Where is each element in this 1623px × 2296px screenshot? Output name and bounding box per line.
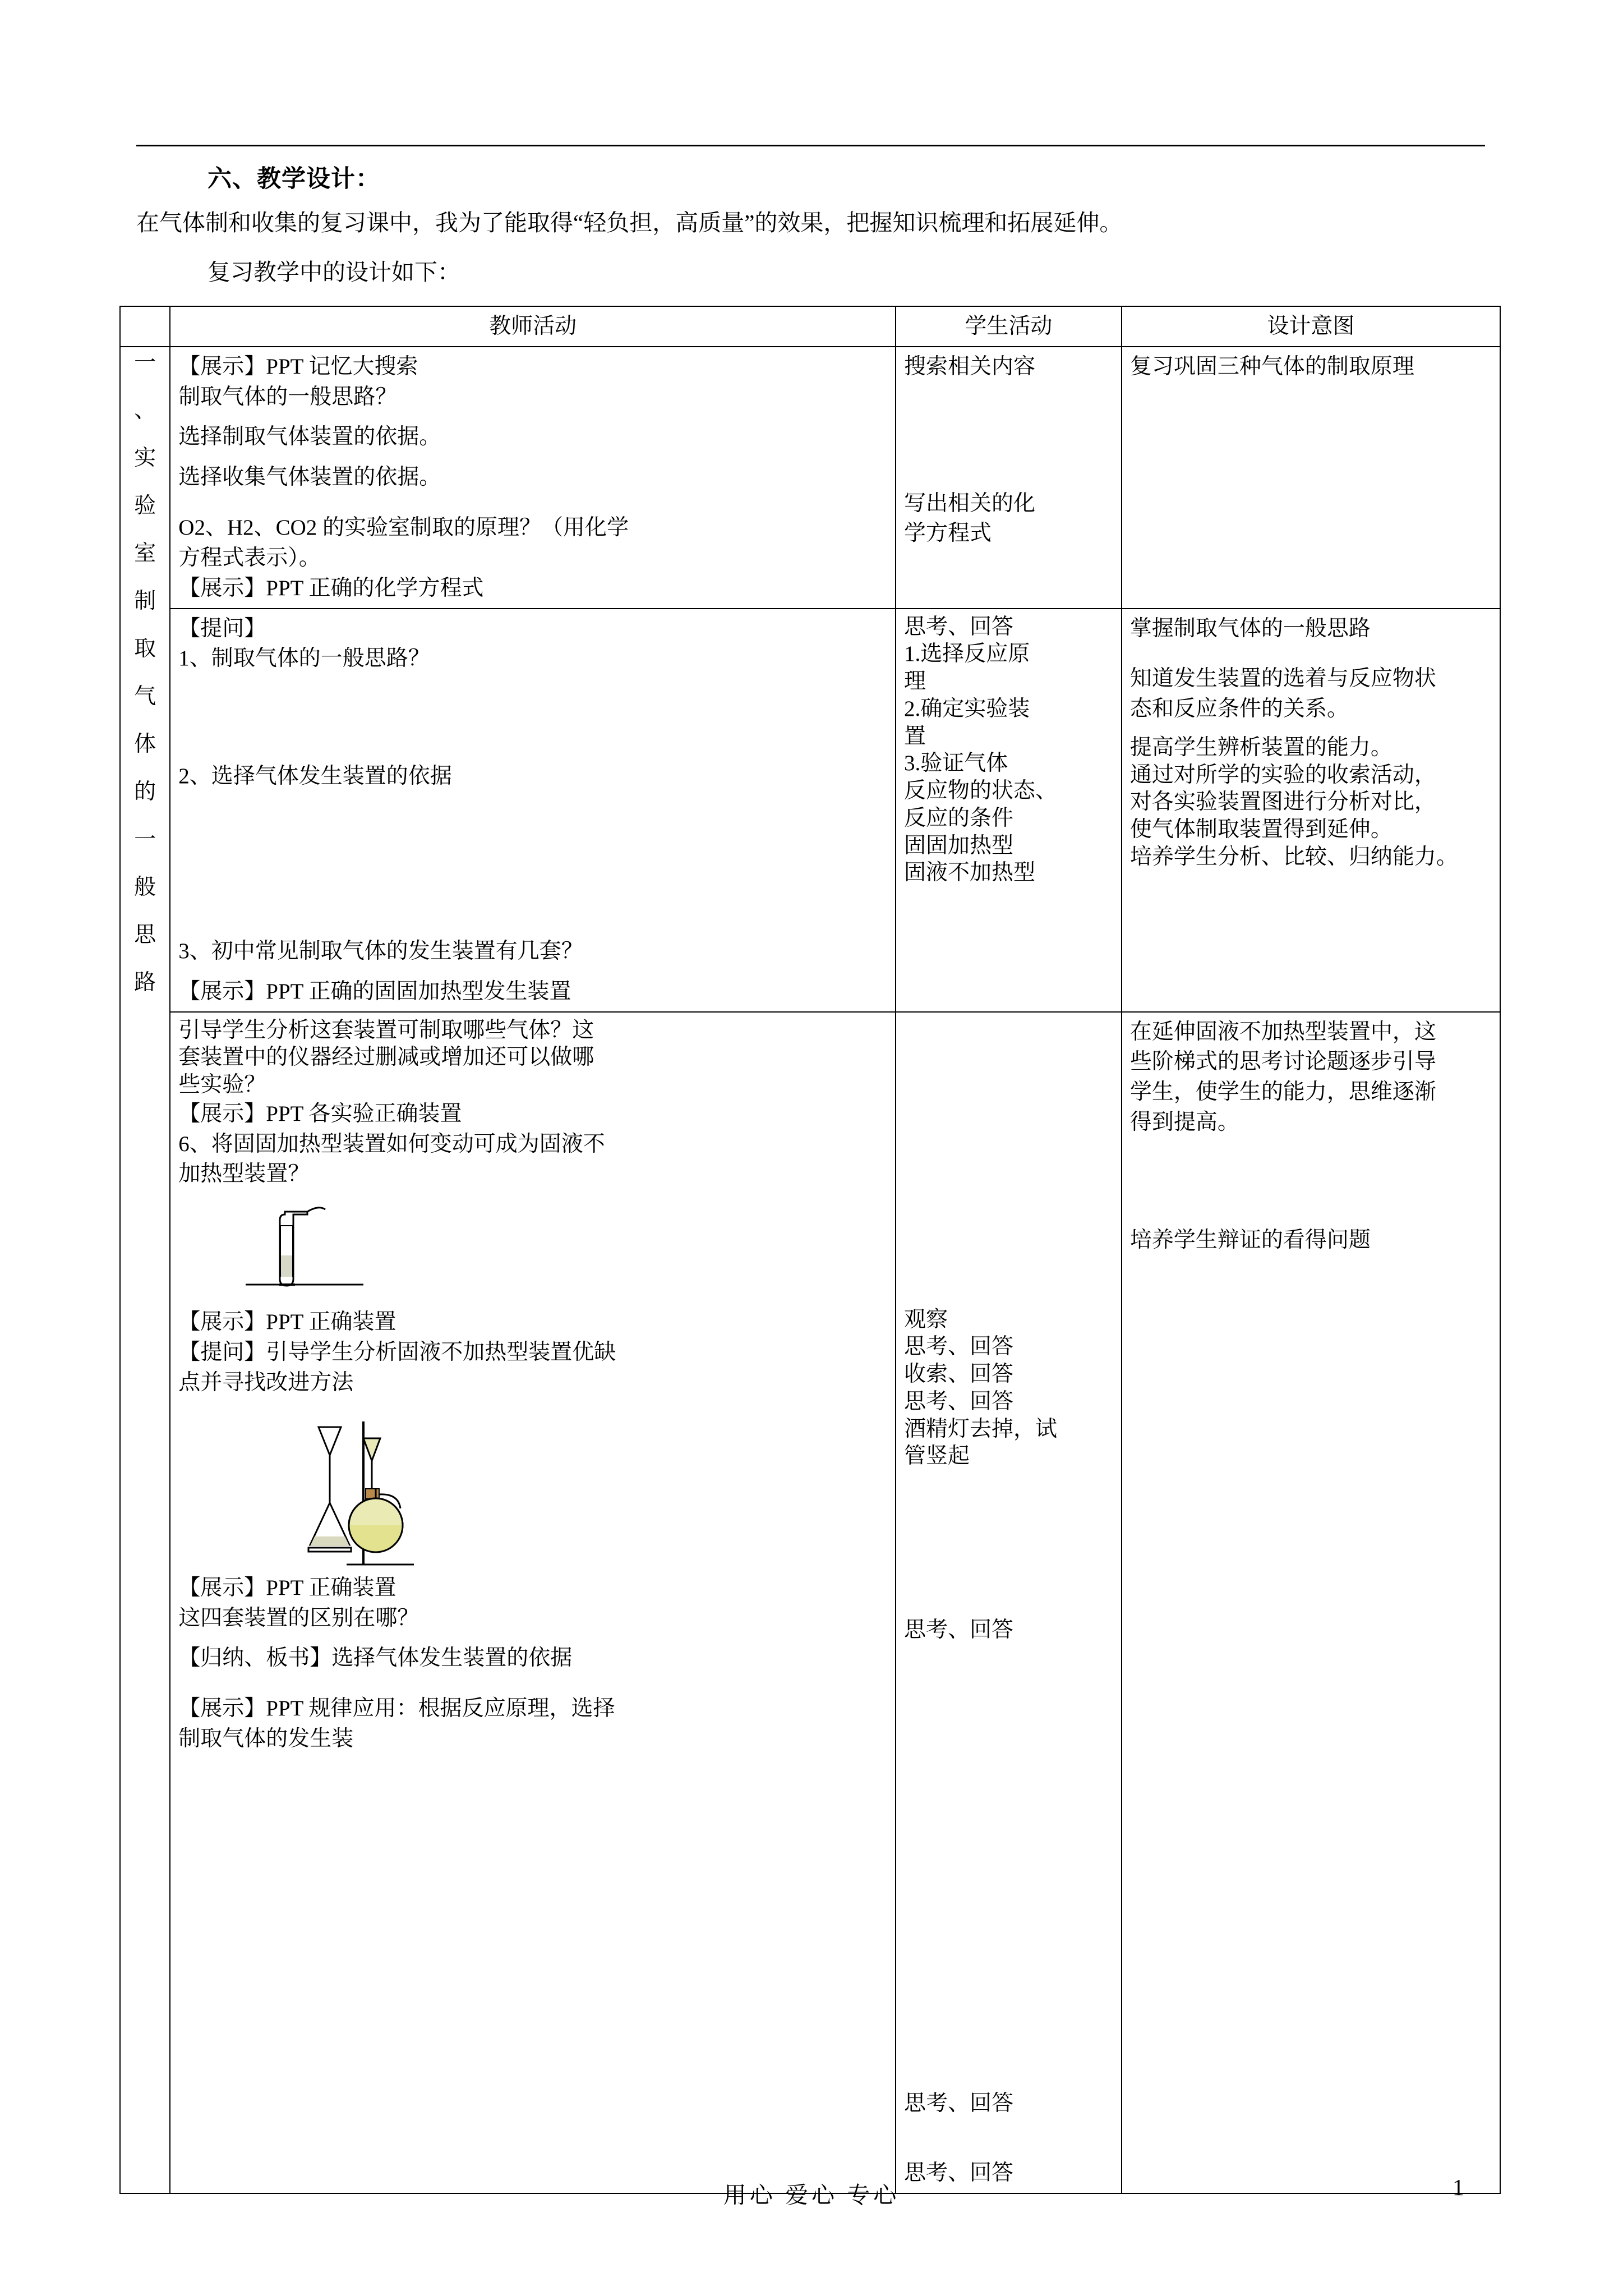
- student-line: 3.验证气体: [903, 751, 1008, 776]
- intent-line: 通过对所学的实验的收索活动，: [1129, 762, 1436, 787]
- side-char: 路: [134, 970, 156, 995]
- side-char: 体: [134, 731, 156, 756]
- student-line: 学方程式: [903, 521, 992, 546]
- teacher-line: 制取气体的一般思路？: [178, 384, 398, 409]
- teacher-line: 【提问】: [178, 616, 266, 641]
- teacher-line: 方程式表示）。: [178, 545, 321, 570]
- teacher-line: 这四套装置的区别在哪？: [178, 1605, 419, 1630]
- intent-cell-2: [1122, 609, 1500, 1012]
- teacher-cell-1: [170, 347, 896, 609]
- student-line: 固固加热型: [903, 833, 1013, 858]
- teacher-line: 制取气体的发生装: [178, 1726, 354, 1751]
- student-line: 1.选择反应原: [903, 642, 1030, 666]
- side-label-cell: [120, 347, 170, 2193]
- intent-line: 掌握制取气体的一般思路: [1129, 616, 1371, 641]
- intent-cell-1: [1122, 347, 1500, 609]
- table-row: [120, 347, 1500, 609]
- side-char: 一: [134, 350, 156, 375]
- intent-line: 使气体制取装置得到延伸。: [1129, 817, 1393, 842]
- side-char: 一: [134, 827, 156, 852]
- apparatus-diagram-1: [178, 1195, 403, 1307]
- student-line: 观察: [903, 1307, 948, 1332]
- header-teacher: 教师活动: [170, 306, 896, 347]
- teacher-line: 引导学生分析这套装置可制取哪些气体？这: [178, 1018, 594, 1042]
- student-line: 反应的条件: [903, 806, 1013, 830]
- intro-paragraph-2: 复习教学中的设计如下：: [208, 259, 460, 285]
- intent-line: 在延伸固液不加热型装置中，这: [1129, 1019, 1436, 1044]
- side-char: 的: [134, 779, 156, 804]
- student-line: 思考、回答: [903, 1389, 1013, 1414]
- student-line: 反应物的状态、: [903, 779, 1057, 803]
- teacher-line: 【展示】PPT 各实验正确装置: [178, 1101, 462, 1126]
- teacher-line: 【展示】PPT 正确装置: [178, 1575, 396, 1600]
- intent-line: 知道发生装置的选着与反应物状: [1129, 666, 1436, 691]
- student-line: 写出相关的化: [903, 491, 1035, 516]
- page-number: 1: [1453, 2174, 1464, 2200]
- teacher-line: 点并寻找改进方法: [178, 1370, 354, 1395]
- header-rule: [136, 145, 1485, 146]
- flask-apparatus-figure: [178, 1405, 887, 1573]
- student-line: 思考、回答: [903, 2160, 1013, 2185]
- teacher-line: 选择收集气体装置的依据。: [178, 465, 441, 490]
- intent-line: 提高学生辨析装置的能力。: [1129, 735, 1393, 760]
- teacher-cell-2: [170, 609, 896, 1012]
- intent-line: 培养学生辩证的看得问题: [1129, 1227, 1371, 1252]
- student-line: 理: [903, 669, 926, 693]
- footer-text: 用心 爱心 专心: [723, 2182, 900, 2208]
- intent-line: 学生，使学生的能力，思维逐渐: [1129, 1080, 1436, 1105]
- intent-line: 态和反应条件的关系。: [1129, 697, 1349, 721]
- student-line: 收索、回答: [903, 1362, 1013, 1387]
- intent-line: 复习巩固三种气体的制取原理: [1129, 354, 1414, 379]
- side-char: 、: [134, 398, 156, 422]
- intent-cell-3: [1122, 1012, 1500, 2193]
- header-intent: 设计意图: [1122, 306, 1500, 347]
- apparatus-diagram-2: [178, 1405, 459, 1573]
- teacher-cell-3: [170, 1012, 896, 2193]
- teacher-line: 【展示】PPT 正确装置: [178, 1310, 396, 1335]
- teacher-line: 【展示】PPT 正确的化学方程式: [178, 576, 484, 600]
- side-char: 实: [134, 445, 156, 470]
- student-line: 固液不加热型: [903, 861, 1035, 885]
- intent-line: 对各实验装置图进行分析对比，: [1129, 790, 1436, 815]
- teaching-design-table: [119, 306, 1501, 2194]
- student-cell-1: [896, 347, 1122, 609]
- side-label-vertical: [128, 352, 162, 1019]
- side-char: 制: [134, 588, 156, 613]
- student-line: 搜索相关内容: [903, 354, 1035, 379]
- student-line: 管竖起: [903, 1444, 970, 1469]
- student-line: 思考、回答: [903, 1618, 1013, 1642]
- teacher-line: 【提问】引导学生分析固液不加热型装置优缺: [178, 1340, 616, 1365]
- side-char: 气: [134, 684, 156, 708]
- teacher-line: 选择制取气体装置的依据。: [178, 425, 441, 449]
- intent-line: 培养学生分析、比较、归纳能力。: [1129, 844, 1458, 869]
- teacher-line: 加热型装置？: [178, 1162, 310, 1186]
- intent-line: 得到提高。: [1129, 1110, 1239, 1134]
- teacher-line: 3、初中常见制取气体的发生装置有几套？: [178, 938, 583, 963]
- student-line: 酒精灯去掉，试: [903, 1416, 1057, 1441]
- side-char: 般: [134, 875, 156, 899]
- teacher-line: O2、H2、CO2 的实验室制取的原理？（用化学: [178, 516, 629, 540]
- page-title: 六、教学设计：: [208, 166, 380, 192]
- header-blank: [120, 306, 170, 347]
- student-cell-2: [896, 609, 1122, 1012]
- teacher-line: 【展示】PPT 记忆大搜索: [178, 354, 418, 379]
- teacher-line-rule: 【展示】PPT 规律应用：根据反应原理，选择: [178, 1696, 615, 1721]
- student-line: 思考、回答: [903, 2091, 1013, 2115]
- teacher-line: 6、将固固加热型装置如何变动可成为固液不: [178, 1131, 605, 1156]
- student-line: 置: [903, 724, 926, 748]
- side-char: 取: [134, 636, 156, 661]
- teacher-line: 些实验？: [178, 1073, 266, 1097]
- table-row: [120, 609, 1500, 1012]
- side-char: 室: [134, 541, 156, 565]
- intent-line: 些阶梯式的思考讨论题逐步引导: [1129, 1050, 1436, 1074]
- student-line: 2.确定实验装: [903, 696, 1030, 721]
- side-char: 思: [134, 922, 156, 947]
- table-row: [120, 1012, 1500, 2193]
- table-header-row: [120, 306, 1500, 347]
- test-tube-apparatus-figure: [178, 1195, 887, 1307]
- side-char: 验: [134, 493, 156, 518]
- student-line: 思考、回答: [903, 1335, 1013, 1359]
- teacher-line: 套装置中的仪器经过删减或增加还可以做哪: [178, 1045, 594, 1070]
- teacher-line: 1、制取气体的一般思路？: [178, 646, 430, 671]
- student-line: 思考、回答: [903, 614, 1013, 639]
- teacher-line: 【归纳、板书】选择气体发生装置的依据: [178, 1646, 573, 1671]
- student-cell-3: [896, 1012, 1122, 2193]
- teacher-line: 【展示】PPT 正确的固固加热型发生装置: [178, 979, 571, 1004]
- intro-paragraph: 在气体制和收集的复习课中，我为了能取得“轻负担，高质量”的效果，把握知识梳理和拓展延伸。: [136, 210, 1123, 236]
- teacher-line: 2、选择气体发生装置的依据: [178, 764, 452, 789]
- header-student: 学生活动: [896, 306, 1122, 347]
